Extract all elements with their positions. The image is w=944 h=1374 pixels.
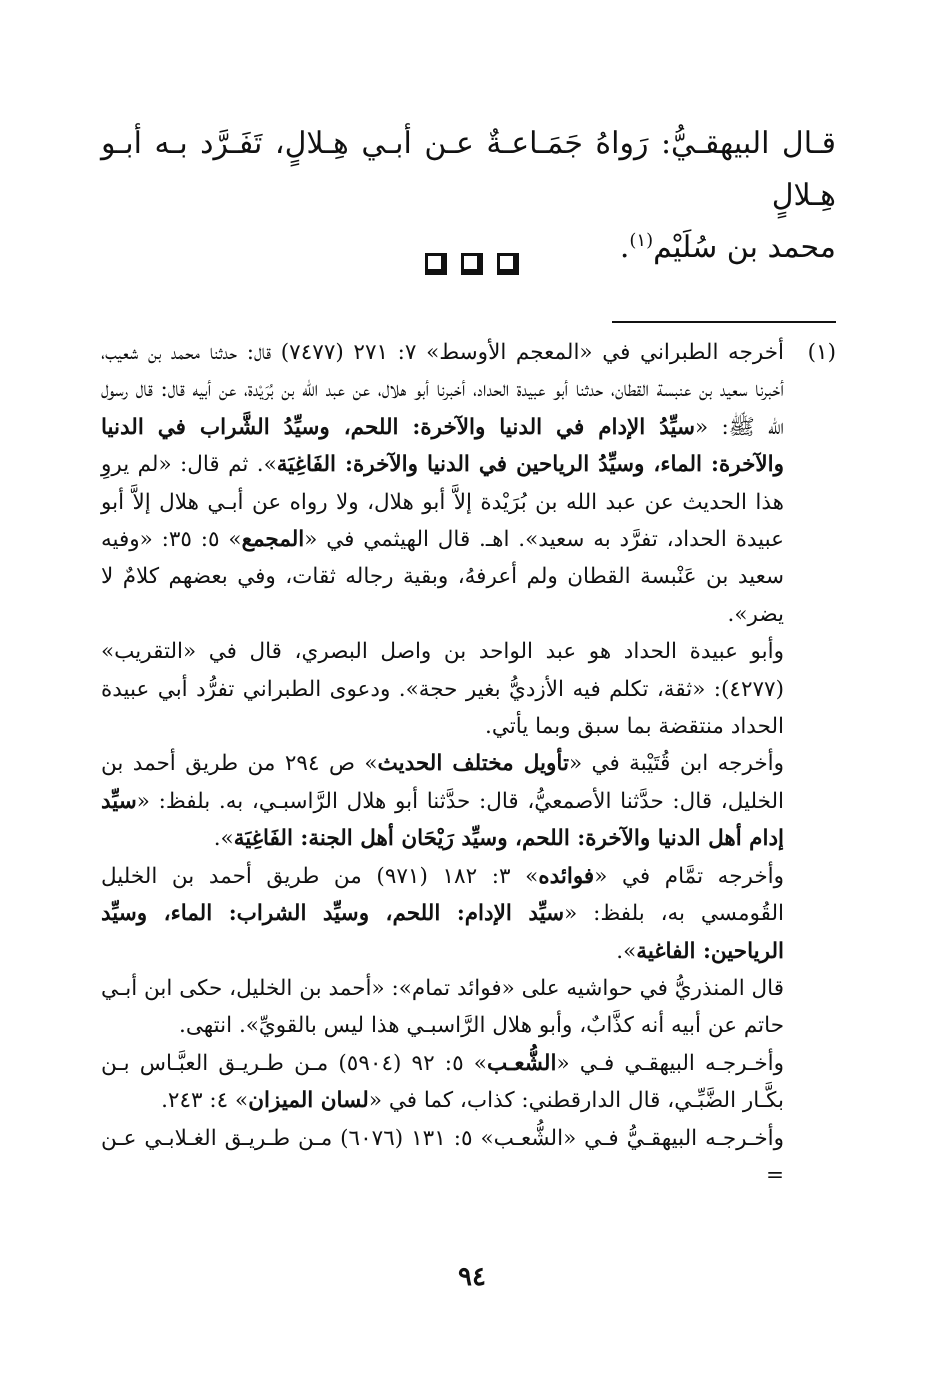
fn-text: » ٥: ٣٥: «وفيه سعيد بن عَنْبسة القطان ولم أعرفهُ، وبقية رجاله ثقات، وفي بعضهم كلامٌ لا يضر». [101,527,784,627]
fn-bold-text: تأويل مختلف الحديث [377,751,569,777]
main-line-1: قـال البيهقـيُّ: رَواهُ جَمَـاعـةٌ عـن أبـي هِـلالٍ، تَفَـرَّد بـه أبـو هِـلالٍ [101,126,836,213]
footnote-paragraph [101,745,784,857]
footnote-1 [101,334,836,1194]
main-line-2: محمد بن سُلَيْم [653,230,836,265]
footnote-divider [612,321,836,323]
fn-text: وأخرجه ابن قُتَيْبة في « [568,751,784,777]
footnote-paragraph: وأخـرجـه البيهقـيُّ فـي «الشُّعـب» ٥: ١٣١ (٦٠٧٦) مـن طـريـق الغـلابـي عـن = [101,1125,784,1188]
fn-text: ». [213,826,234,852]
footnote-reference[interactable]: (١) [629,230,654,251]
fn-text: أخرجه الطبراني في «المعجم الأوسط» ٧: ٢٧١ (٧٤٧٧) قال: حدثنا محمد بن شعيب، أخبرنا سعيد بن عنبسة القطان، حدثنا أبو عبيدة الحداد، أخبرنا أبو هلال، عن عبد الله بن بُرَيْدة، عن أبيه قال: قال رسول الله ﷺ: « [101,340,785,440]
fn-text: » ص ٢٩٤ من طريق أحمد بن الخليل، قال: حدَّثنا الأصمعيُّ، قال: حدَّثنا أبو هلال الرَّاسبـي، به. بلفظ: « [101,751,784,814]
fn-text: » ٣: ١٨٢ (٩٧١) من طريق أحمد بن الخليل القُومسي به، بلفظ: « [101,863,784,927]
fn-bold-text: المجمع [241,527,305,553]
footnote-paragraph [101,858,784,970]
footnotes [101,334,836,1194]
fn-text: وأخرجه تمَّام في « [594,863,784,889]
footnote-paragraph: قال المنذريُّ في حواشيه على «فوائد تمام»: «أحمد بن الخليل، حكى ابن أبـي حاتم عن أبيه أنه كذَّابٌ، وأبو هلال الرَّاسبـي هذا ليس بالقويِّ». انتهى. [101,975,784,1039]
main-paragraph [101,118,836,274]
fn-bold-text: فوائده [538,863,595,889]
fn-bold-text: الشُّعـب [486,1050,557,1076]
separator-box-icon [497,253,519,275]
page-number: ٩٤ [458,1262,486,1292]
separator-box-icon [425,253,447,275]
fn-bold-text: سيِّد الإدام: اللحم، وسيِّد الشراب: الماء، وسيِّد الرياحين: الفاغية [101,901,784,964]
fn-bold-text: سيِّد إدام أهل الدنيا والآخرة: اللحم، وسيِّد رَيْحَان أهل الجنة: الفَاغِيَة [101,788,784,852]
fn-text: » ٤: ٢٤٣. [161,1088,249,1114]
footnote-label: (١) [807,340,836,365]
separator-box-icon [461,253,483,275]
fn-bold-text: سيِّدُ الإدام في الدنيا والآخرة: اللحم، وسيِّدُ الشَّراب في الدنيا والآخرة: الماء، وسيِّدُ الرياحين في الدنيا والآخرة: الفَاغِيَة [101,414,784,478]
footnote-paragraph: وأبو عبيدة الحداد هو عبد الواحد بن واصل البصري، قال في «التقريب» (٤٢٧٧): «ثقة، تكلم فيه الأزديُّ بغير حجة». ودعوى الطبراني تفرُّد أبي عبيدة الحداد منتقضة بما سبق وبما يأتي. [101,639,784,740]
section-separator [0,253,944,275]
fn-text: » ٥: ٩٢ (٥٩٠٤) مـن طـريـق العبَّـاس بـن بكَّـار الضَّبِّـي، قال الدارقطني: كذاب، كما في « [101,1050,784,1114]
main-line-2-end: . [619,230,630,265]
fn-text: ». [616,938,637,964]
fn-bold-text: لسان الميزان [248,1088,369,1114]
footnote-paragraph [101,1045,784,1120]
fn-text: ». ثم قال: «لم يروِ هذا الحديث عن عبد الله بن بُرَيْدة إلاَّ أبو هلال، ولا رواه عن أبـي هلال إلاَّ أبو عبيدة الحداد، تفرَّد به سعيد». اهـ. قال الهيثمي في « [101,452,784,553]
fn-text: وأخـرجـه البيهقـي فـي « [556,1050,784,1076]
footnote-paragraph [101,334,784,633]
main-text [101,118,836,274]
